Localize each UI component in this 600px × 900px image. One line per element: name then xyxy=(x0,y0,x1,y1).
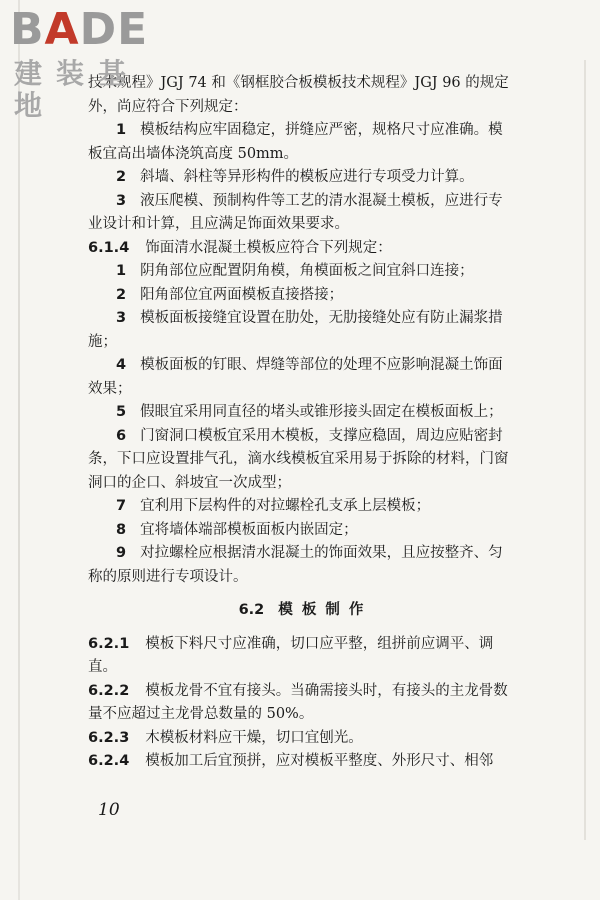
list-item: 1 模板结构应牢固稳定，拼缝应严密，规格尺寸应准确。模板宜高出墙体浇筑高度 50mm。 xyxy=(88,122,503,162)
list-item: 2 斜墙、斜柱等异形构件的模板应进行专项受力计算。 xyxy=(116,169,474,185)
list-item: 4 模板面板的钉眼、焊缝等部位的处理不应影响混凝土饰面效果； xyxy=(88,357,503,397)
logo-wordmark: BADE xyxy=(10,4,149,55)
clause-6-2-2: 6.2.2 模板龙骨不宜有接头。当确需接头时，有接头的主龙骨数量不应超过主龙骨总数量的 50%。 xyxy=(88,682,508,722)
page-number: 10 xyxy=(98,800,120,820)
clause-6-2-1: 6.2.1 模板下料尺寸应准确，切口应平整，组拼前应调平、调直。 xyxy=(88,635,494,675)
list-item: 5 假眼宜采用同直径的堵头或锥形接头固定在模板面板上； xyxy=(116,404,503,420)
bade-logo xyxy=(10,4,180,122)
clause-6-2-3: 6.2.3 木模板材料应干燥，切口宜刨光。 xyxy=(88,729,363,746)
page-edge-left xyxy=(18,0,20,900)
intro-paragraph: 技术规程》JGJ 74 和《钢框胶合板模板技术规程》JGJ 96 的规定外，尚应符合下列规定： xyxy=(88,75,509,115)
section-heading: 6.2 模 板 制 作 xyxy=(238,602,366,618)
clause-6-2-4: 6.2.4 模板加工后宜预拼，应对模板平整度、外形尺寸、相邻 xyxy=(88,753,494,769)
list-item: 1 阴角部位应配置阴角模，角模面板之间宜斜口连接； xyxy=(116,263,474,279)
logo-subtitle: 建装基地 xyxy=(14,57,141,122)
list-item: 6 门窗洞口模板宜采用木模板，支撑应稳固，周边应贴密封条，下口应设置排气孔，滴水线模板宜采用易于拆除的材料，门窗洞口的企口、斜坡宜一次成型； xyxy=(88,427,509,491)
document-body xyxy=(88,72,516,774)
list-item: 9 对拉螺栓应根据清水混凝土的饰面效果，且应按整齐、匀称的原则进行专项设计。 xyxy=(88,545,503,585)
list-item: 3 液压爬模、预制构件等工艺的清水混凝土模板，应进行专业设计和计算，且应满足饰面效果要求。 xyxy=(88,192,503,232)
list-item: 8 宜将墙体端部模板面板内嵌固定； xyxy=(116,521,358,538)
clause-6-1-4: 6.1.4 饰面清水混凝土模板应符合下列规定： xyxy=(88,239,392,256)
list-item: 7 宜利用下层构件的对拉螺栓孔支承上层模板； xyxy=(116,498,431,514)
list-item: 3 模板面板接缝宜设置在肋处，无肋接缝处应有防止漏浆措施； xyxy=(88,310,503,350)
list-item: 2 阳角部位宜两面模板直接搭接； xyxy=(116,286,344,303)
page-edge-right xyxy=(584,60,586,840)
